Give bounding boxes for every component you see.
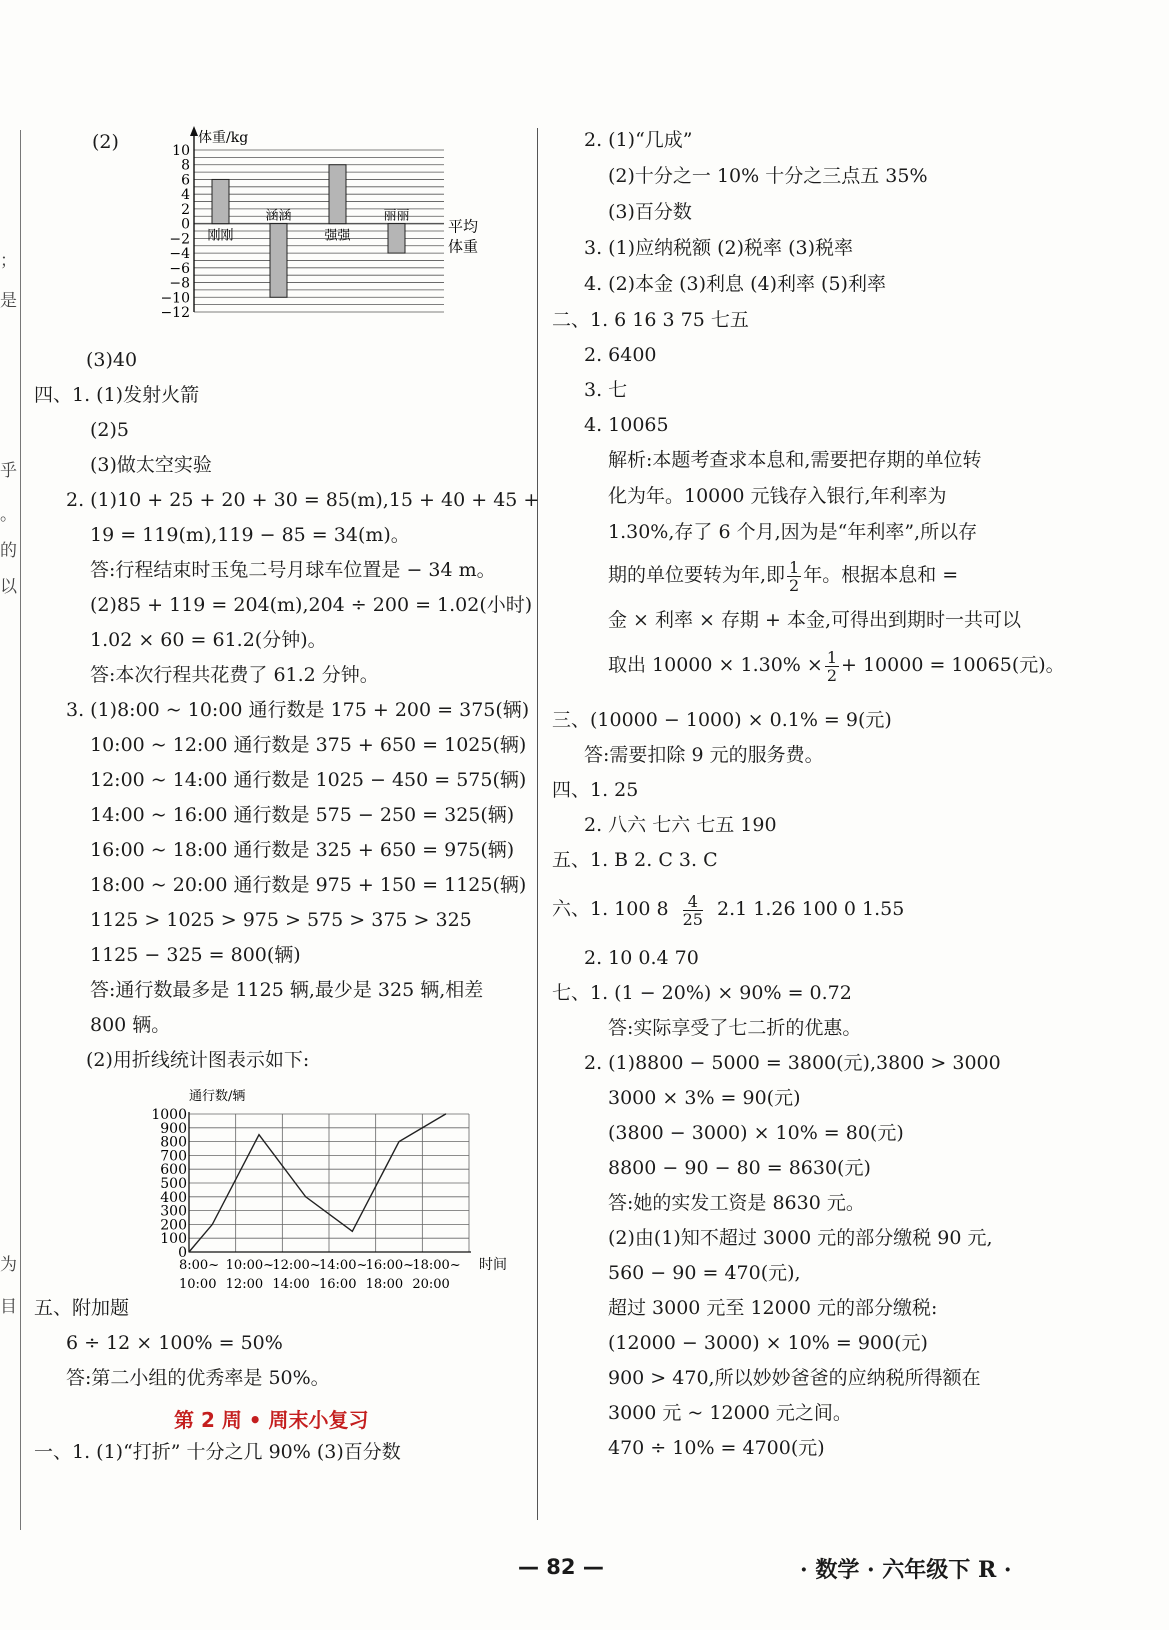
data-point (352, 1231, 353, 1232)
y-tick-label: 900 (160, 1120, 187, 1137)
r29: 答:她的实发工资是 8630 元。 (608, 1192, 865, 1214)
y-tick-label: 8 (181, 157, 190, 174)
r18: 四、1. 25 (552, 779, 639, 801)
y-tick-label: 4 (181, 187, 190, 204)
margin-char: 以 (0, 577, 17, 597)
y-tick-label: 0 (178, 1245, 187, 1261)
fraction-half (787, 559, 801, 594)
data-point (212, 1224, 213, 1225)
r15b: + 10000 = 10065(元)。 (841, 654, 1065, 676)
r30: (2)由(1)知不超过 3000 元的部分缴税 90 元, (608, 1227, 993, 1249)
margin-char: ； (0, 251, 17, 271)
r3: (3)百分数 (608, 201, 692, 223)
r1: 2. (1)“几成” (584, 129, 693, 151)
y-tick-label: −6 (169, 260, 190, 277)
margin-char: 为 (0, 1255, 17, 1275)
r25: 2. (1)8800 − 5000 = 3800(元),3800 > 3000 (584, 1052, 1001, 1074)
s4-3-6: 18:00 ~ 20:00 通行数是 975 + 150 = 1125(辆) (90, 874, 527, 896)
r16: 三、(10000 − 1000) × 0.1% = 9(元) (552, 709, 892, 731)
data-point (398, 1141, 399, 1142)
y-tick-label: −10 (160, 290, 190, 307)
r4: 3. (1)应纳税额 (2)税率 (3)税率 (584, 237, 853, 259)
r17: 答:需要扣除 9 元的服务费。 (584, 744, 824, 766)
w2-1: 一、1. (1)“打折” 十分之几 90% (3)百分数 (34, 1441, 401, 1463)
s4-3-10: 800 辆。 (90, 1014, 171, 1036)
r28: 8800 − 90 − 80 = 8630(元) (608, 1157, 871, 1179)
r35: 3000 元 ~ 12000 元之间。 (608, 1402, 852, 1424)
r32: 超过 3000 元至 12000 元的部分缴税: (608, 1297, 938, 1319)
bar-category-label: 刚刚 (207, 228, 234, 244)
s4-1-1: 四、1. (1)发射火箭 (34, 384, 200, 406)
s4-1-2: (2)5 (90, 419, 130, 441)
x-tick-label: 16:00 (319, 1277, 357, 1292)
r36: 470 ÷ 10% = 4700(元) (608, 1437, 825, 1459)
s4-2-1: 2. (1)10 + 25 + 20 + 30 = 85(m),15 + 40 + 45 + (66, 489, 540, 511)
r5: 4. (2)本金 (3)利息 (4)利率 (5)利率 (584, 273, 886, 295)
r7: 2. 6400 (584, 344, 657, 366)
s4-1-3: (3)做太空实验 (90, 454, 212, 476)
y-tick-label: 200 (160, 1217, 187, 1234)
r13b: 年。根据本息和 = (803, 564, 959, 586)
r12: 1.30%,存了 6 个月,因为是“年利率”,所以存 (608, 521, 978, 543)
traffic-line-chart (114, 1080, 534, 1295)
bar (329, 165, 346, 224)
x-axis-label: 时间 (479, 1257, 507, 1273)
margin-char: 。 (0, 505, 17, 525)
s4-3-3: 12:00 ~ 14:00 通行数是 1025 − 450 = 575(辆) (90, 769, 527, 791)
fraction-4-25 (683, 893, 703, 928)
r22: 2. 10 0.4 70 (584, 947, 699, 969)
q2-label: (2) (92, 131, 119, 153)
r11: 化为年。10000 元钱存入银行,年利率为 (608, 485, 947, 507)
data-point (188, 1251, 189, 1252)
x-tick-label: 20:00 (412, 1277, 450, 1292)
bar-category-label: 强强 (324, 228, 351, 244)
y-tick-label: 6 (181, 172, 190, 189)
y-tick-label: 300 (160, 1203, 187, 1220)
fraction-denominator: 2 (789, 575, 800, 595)
r21b: 2.1 1.26 100 0 1.55 (717, 898, 905, 920)
y-tick-label: 1000 (151, 1107, 187, 1123)
s4-3-9: 答:通行数最多是 1125 辆,最少是 325 辆,相差 (90, 979, 484, 1001)
bar (270, 224, 287, 298)
x-tick-label: 10:00~ (225, 1258, 275, 1273)
r9: 4. 10065 (584, 414, 669, 436)
s4-3-11: (2)用折线统计图表示如下: (86, 1049, 310, 1071)
r34: 900 > 470,所以妙妙爸爸的应纳税所得额在 (608, 1367, 981, 1389)
book-title: · 数学 · 六年级下 R · (800, 1557, 1012, 1583)
y-axis-label: 通行数/辆 (189, 1089, 246, 1104)
r31: 560 − 90 = 470(元), (608, 1262, 801, 1284)
left-margin-rule (20, 130, 21, 1530)
weight-bar-chart (124, 120, 484, 330)
data-point (305, 1196, 306, 1197)
r23: 七、1. (1 − 20%) × 90% = 0.72 (552, 982, 852, 1004)
r27: (3800 − 3000) × 10% = 80(元) (608, 1122, 904, 1144)
bar (388, 224, 405, 253)
s4-3-7: 1125 > 1025 > 975 > 575 > 375 > 325 (90, 909, 472, 931)
x-axis-label: 平均 (448, 217, 479, 236)
r13 (608, 556, 958, 594)
r15a: 取出 10000 × 1.30% × (608, 654, 823, 676)
s4-2-5: 1.02 × 60 = 61.2(分钟)。 (90, 629, 327, 651)
bar-category-label: 涵涵 (265, 208, 292, 224)
s4-3-5: 16:00 ~ 18:00 通行数是 325 + 650 = 975(辆) (90, 839, 515, 861)
r8: 3. 七 (584, 379, 628, 401)
x-tick-label: 14:00 (272, 1277, 310, 1292)
r24: 答:实际享受了七二折的优惠。 (608, 1017, 862, 1039)
r2: (2)十分之一 10% 十分之三点五 35% (608, 165, 928, 187)
x-tick-label: 12:00 (225, 1277, 264, 1292)
fraction-numerator: 1 (826, 647, 837, 667)
y-tick-label: −8 (169, 275, 190, 292)
s5-2: 答:第二小组的优秀率是 50%。 (66, 1367, 330, 1389)
s4-2-2: 19 = 119(m),119 − 85 = 34(m)。 (90, 524, 410, 546)
r19: 2. 八六 七六 七五 190 (584, 814, 777, 836)
r6: 二、1. 6 16 3 75 七五 (552, 309, 749, 331)
margin-char: 的 (0, 541, 17, 561)
r14: 金 × 利率 × 存期 + 本金,可得出到期时一共可以 (608, 609, 1022, 631)
margin-char: 是 (0, 291, 17, 311)
s4-2-3: 答:行程结束时玉兔二号月球车位置是 − 34 m。 (90, 559, 496, 581)
week2-title: 第 2 周 • 周末小复习 (174, 1408, 369, 1432)
y-tick-label: 800 (160, 1134, 187, 1151)
s4-3-4: 14:00 ~ 16:00 通行数是 575 − 250 = 325(辆) (90, 804, 515, 826)
x-tick-label: 18:00 (365, 1277, 404, 1292)
s4-3-2: 10:00 ~ 12:00 通行数是 375 + 650 = 1025(辆) (90, 734, 527, 756)
y-tick-label: 400 (160, 1189, 187, 1206)
x-tick-label: 18:00~ (412, 1258, 461, 1273)
r26: 3000 × 3% = 90(元) (608, 1087, 801, 1109)
fraction-numerator: 4 (683, 893, 703, 911)
s5-title: 五、附加题 (34, 1297, 130, 1319)
fraction-half-2 (825, 649, 839, 684)
y-tick-label: 2 (181, 201, 190, 218)
r15 (608, 646, 1065, 684)
y-axis-arrow (190, 126, 198, 136)
x-tick-label: 10:00 (179, 1277, 217, 1292)
fraction-denominator: 25 (682, 909, 703, 929)
y-tick-label: 700 (160, 1148, 187, 1165)
y-tick-label: 500 (160, 1176, 187, 1192)
s4-3-8: 1125 − 325 = 800(辆) (90, 944, 301, 966)
r10: 解析:本题考查求本息和,需要把存期的单位转 (608, 449, 982, 471)
y-tick-label: 0 (181, 216, 190, 233)
x-tick-label: 16:00~ (365, 1258, 415, 1273)
fraction-denominator: 2 (826, 665, 837, 685)
bar (212, 179, 229, 223)
data-point (445, 1113, 446, 1114)
s4-2-6: 答:本次行程共花费了 61.2 分钟。 (90, 664, 379, 686)
s4-2-4: (2)85 + 119 = 204(m),204 ÷ 200 = 1.02(小时) (90, 594, 533, 616)
r33: (12000 − 3000) × 10% = 900(元) (608, 1332, 928, 1354)
x-tick-label: 12:00~ (272, 1258, 321, 1273)
y-tick-label: −12 (160, 305, 190, 321)
column-divider (537, 128, 538, 1520)
y-tick-label: −2 (169, 231, 190, 248)
y-axis-label: 体重/kg (198, 130, 249, 146)
margin-char: 目 (0, 1297, 17, 1317)
s4-3-1: 3. (1)8:00 ~ 10:00 通行数是 175 + 200 = 375(辆) (66, 699, 530, 721)
r21a: 六、1. 100 8 (552, 898, 669, 920)
x-tick-label: 14:00~ (319, 1258, 368, 1273)
y-tick-label: 100 (160, 1231, 187, 1248)
y-tick-label: 600 (160, 1162, 187, 1179)
r13a: 期的单位要转为年,即 (608, 564, 786, 586)
y-tick-label: −4 (169, 246, 190, 263)
margin-char: 乎 (0, 461, 17, 481)
fraction-numerator: 1 (789, 557, 800, 577)
data-point (258, 1134, 259, 1135)
r21 (552, 886, 904, 932)
x-axis-label: 体重 (448, 237, 479, 256)
s5-1: 6 ÷ 12 × 100% = 50% (66, 1332, 283, 1354)
page-number: — 82 — (518, 1555, 604, 1579)
x-tick-label: 8:00~ (179, 1258, 220, 1273)
answer-3: (3)40 (86, 349, 138, 371)
bar-category-label: 丽丽 (383, 208, 410, 224)
r20: 五、1. B 2. C 3. C (552, 849, 718, 871)
y-tick-label: 10 (172, 143, 190, 159)
